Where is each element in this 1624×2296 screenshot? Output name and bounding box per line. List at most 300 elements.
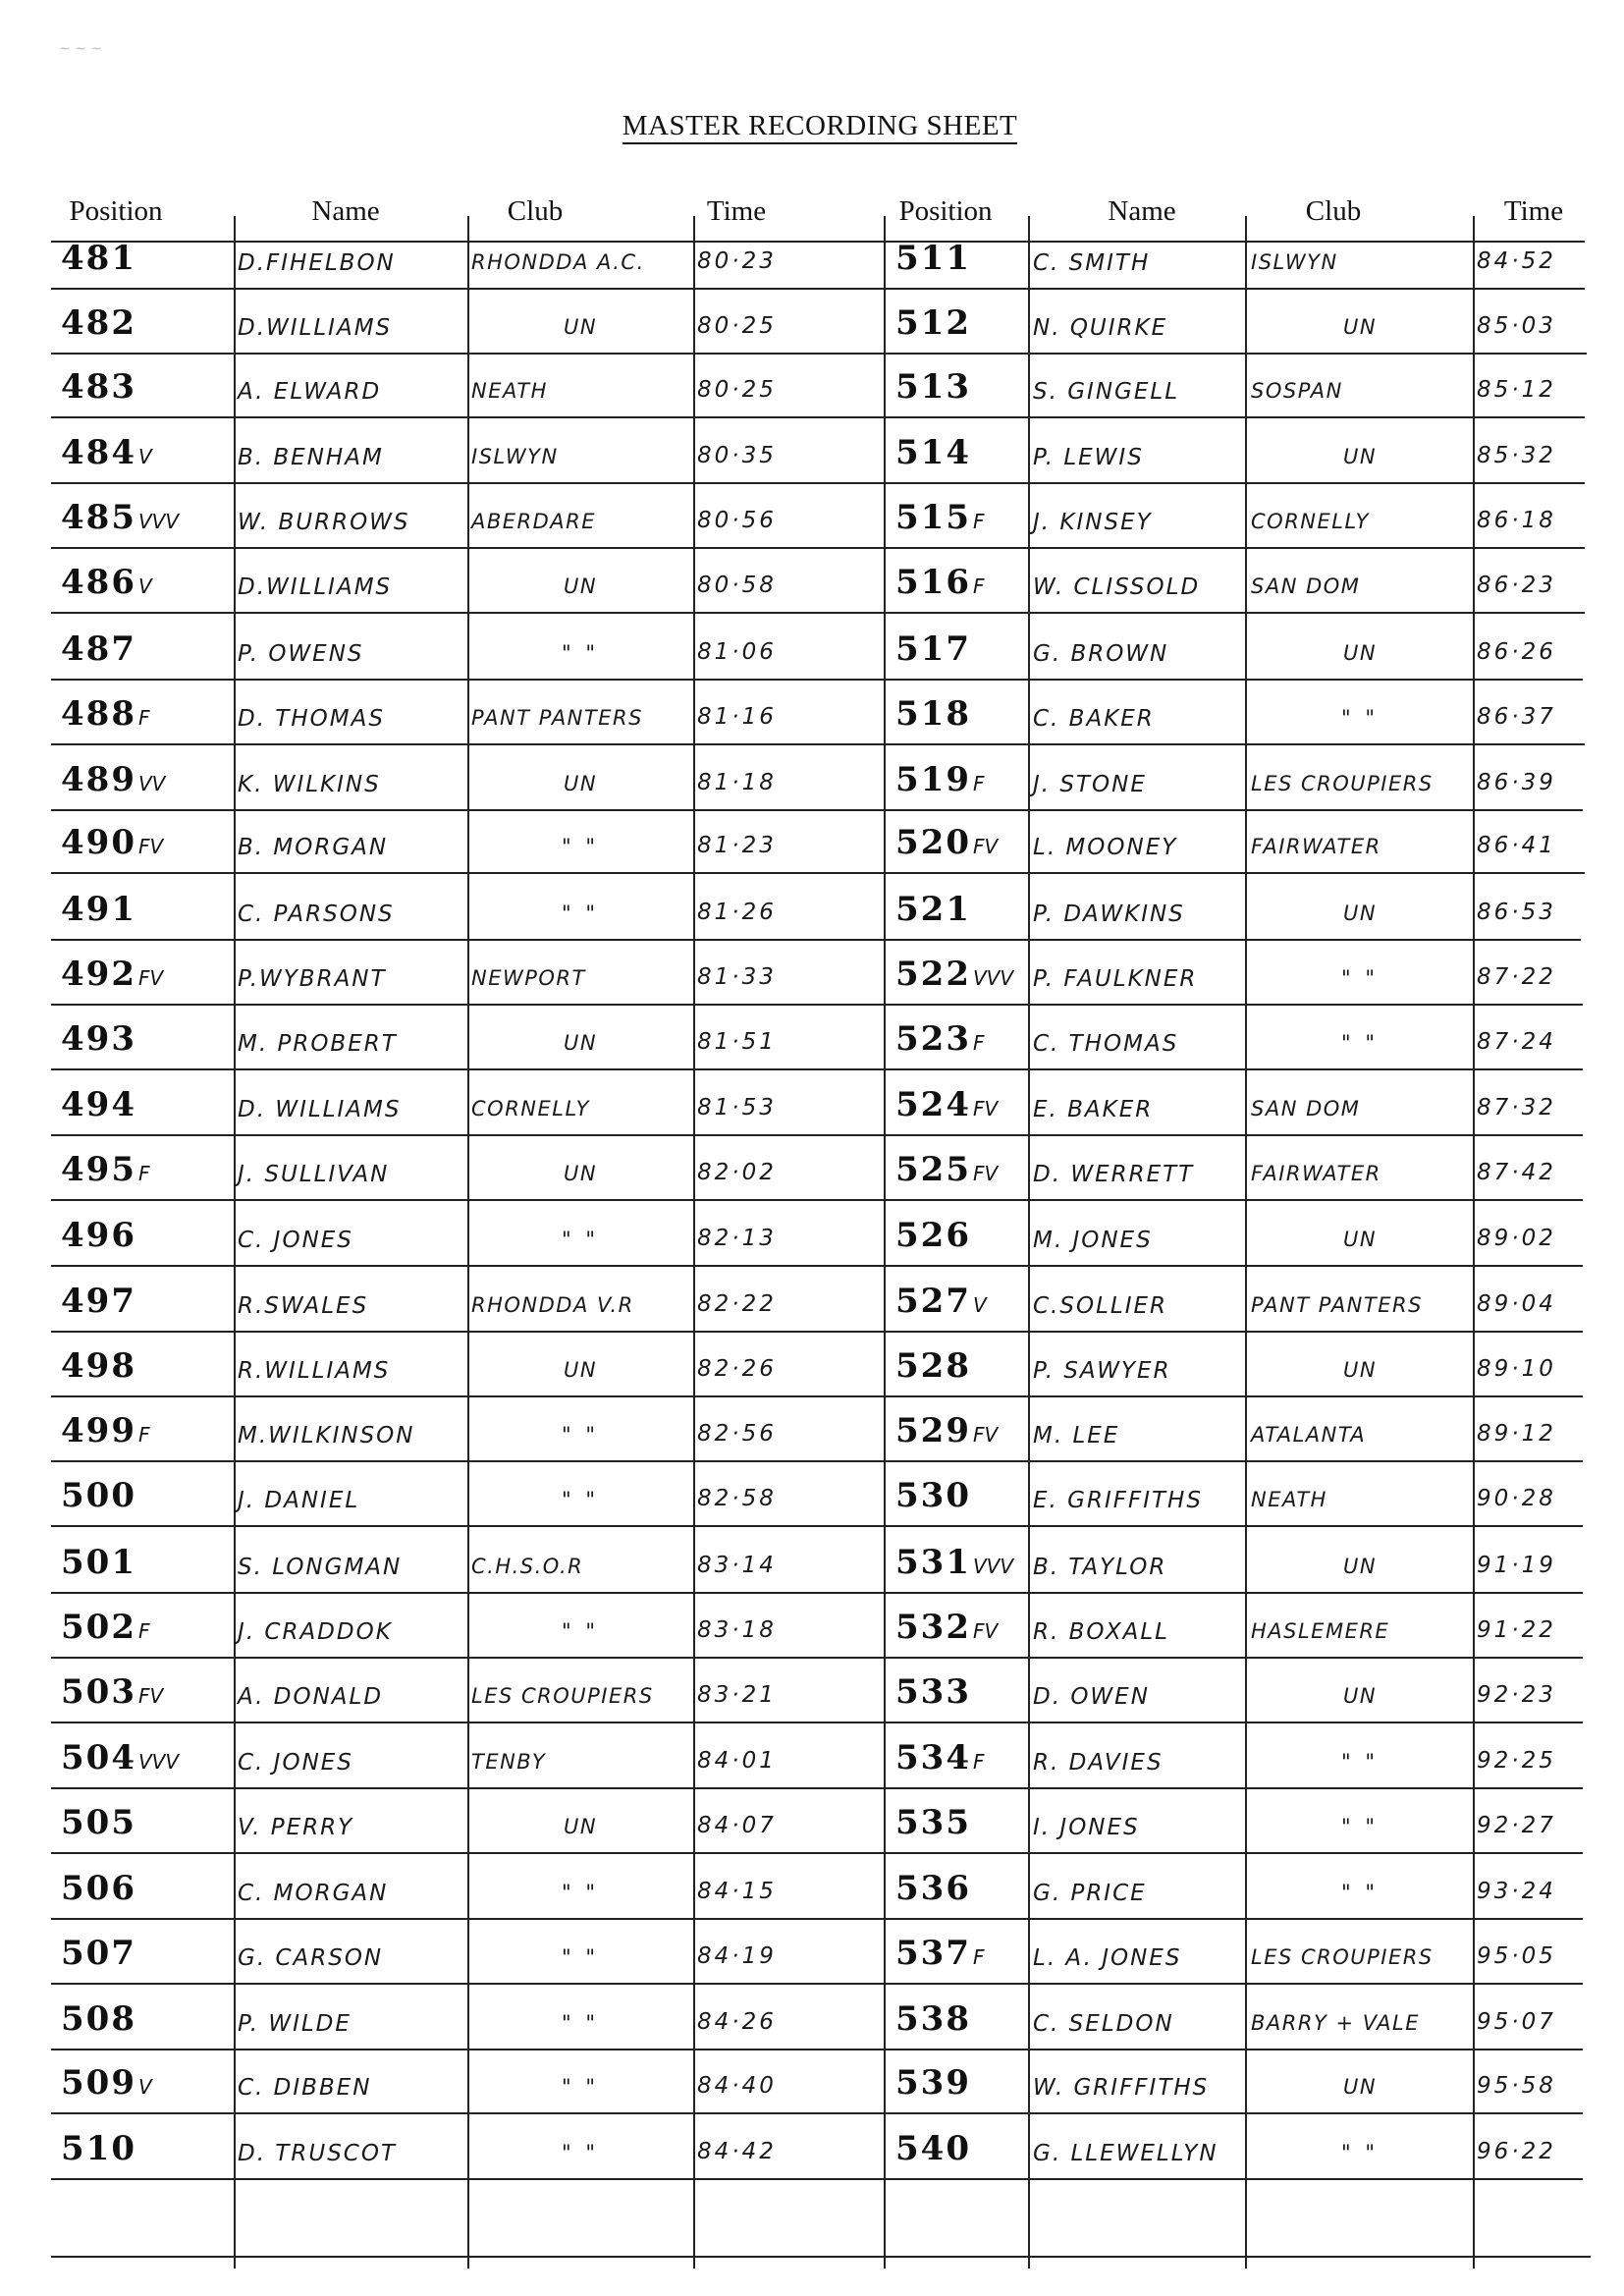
position-number: 509 (61, 2063, 136, 2103)
page-title: MASTER RECORDING SHEET (0, 110, 1624, 142)
runner-name: B. TAYLOR (1033, 1555, 1167, 1580)
category-flag: FV (972, 835, 999, 858)
position-number: 492 (61, 955, 136, 994)
club-name: " " (562, 2011, 599, 2035)
club-name: " " (562, 2075, 599, 2099)
finish-time: 81·16 (697, 704, 777, 730)
row-divider (51, 1787, 1583, 1789)
runner-name: N. QUIRKE (1033, 315, 1168, 341)
position-number: 497 (61, 1282, 136, 1321)
position-cell (895, 2063, 973, 2103)
column-divider (1473, 216, 1475, 2269)
club-name: UN (1342, 641, 1378, 665)
row-divider (51, 612, 1585, 614)
finish-time: 82·22 (697, 1291, 777, 1317)
finish-time: 92·23 (1477, 1682, 1556, 1708)
position-cell (61, 1934, 138, 1973)
category-flag: F (137, 1162, 150, 1185)
club-name: UN (1342, 902, 1378, 925)
category-flag: F (137, 1423, 150, 1447)
club-name: " " (1341, 2141, 1379, 2164)
runner-name: J. STONE (1033, 772, 1147, 797)
club-name: RHONDDA V.R (471, 1293, 634, 1317)
runner-name: R.WILLIAMS (238, 1358, 391, 1384)
finish-time: 89·12 (1477, 1421, 1556, 1447)
runner-name: D. WERRETT (1033, 1162, 1195, 1187)
row-divider (51, 1525, 1583, 1527)
finish-time: 95·58 (1477, 2073, 1556, 2099)
finish-time: 84·15 (697, 1879, 777, 1904)
position-cell (61, 1543, 138, 1582)
runner-name: V. PERRY (238, 1815, 354, 1840)
header-position-right: Position (898, 195, 993, 227)
position-number: 485 (61, 498, 136, 537)
category-flag: FV (972, 1162, 999, 1185)
finish-time: 85·03 (1477, 313, 1556, 339)
club-name: NEATH (471, 379, 548, 403)
finish-time: 85·32 (1477, 443, 1556, 468)
position-number: 503 (61, 1672, 136, 1712)
club-name: UN (563, 1162, 598, 1185)
runner-name: G. CARSON (238, 1945, 384, 1971)
club-name: LES CROUPIERS (471, 1684, 654, 1708)
runner-name: D. WILLIAMS (238, 1097, 402, 1122)
runner-name: A. DONALD (238, 1684, 384, 1710)
position-number: 514 (895, 433, 971, 472)
row-divider (51, 416, 1585, 418)
finish-time: 93·24 (1477, 1879, 1556, 1904)
club-name: " " (1341, 1750, 1379, 1774)
club-name: UN (1342, 1684, 1378, 1708)
finish-time: 87·32 (1477, 1095, 1556, 1121)
finish-time: 95·05 (1477, 1943, 1556, 1969)
finish-time: 86·37 (1477, 704, 1556, 730)
category-flag: V (137, 445, 152, 468)
club-name: " " (1341, 1881, 1379, 1904)
position-number: 528 (895, 1346, 971, 1386)
runner-name: B. MORGAN (238, 835, 389, 860)
position-cell (61, 694, 150, 734)
position-cell (61, 1672, 163, 1712)
runner-name: G. LLEWELLYN (1033, 2141, 1218, 2166)
runner-name: C. JONES (238, 1750, 353, 1776)
row-divider (51, 679, 1583, 681)
header-name-right: Name (1108, 195, 1176, 227)
club-name: TENBY (471, 1750, 547, 1774)
category-flag: FV (972, 1619, 999, 1643)
club-name: FAIRWATER (1251, 1162, 1381, 1185)
finish-time: 81·26 (697, 900, 777, 925)
finish-time: 86·26 (1477, 639, 1556, 665)
finish-time: 89·02 (1477, 1226, 1556, 1251)
runner-name: R. DAVIES (1033, 1750, 1164, 1776)
finish-time: 84·42 (697, 2139, 777, 2164)
position-number: 483 (61, 367, 136, 407)
runner-name: W. BURROWS (238, 510, 410, 535)
finish-time: 83·21 (697, 1682, 777, 1708)
runner-name: G. PRICE (1033, 1881, 1147, 1906)
finish-time: 82·56 (697, 1421, 777, 1447)
club-name: UN (1342, 2075, 1378, 2099)
club-name: " " (562, 1619, 599, 1643)
club-name: NEATH (1251, 1488, 1327, 1511)
finish-time: 83·14 (697, 1553, 777, 1578)
position-number: 539 (895, 2063, 971, 2103)
finish-time: 87·24 (1477, 1029, 1556, 1055)
club-name: UN (1342, 1358, 1378, 1382)
club-name: UN (1342, 445, 1378, 468)
club-name: HASLEMERE (1251, 1619, 1390, 1643)
position-cell (895, 239, 973, 278)
position-cell (895, 629, 973, 669)
club-name: BARRY + VALE (1251, 2011, 1421, 2035)
position-cell (895, 694, 973, 734)
category-flag: FV (137, 966, 164, 990)
row-divider (51, 1592, 1583, 1594)
club-name: UN (563, 1031, 598, 1055)
runner-name: W. CLISSOLD (1033, 574, 1201, 600)
runner-name: C. SMITH (1033, 250, 1151, 276)
finish-time: 81·53 (697, 1095, 777, 1121)
runner-name: M. LEE (1033, 1423, 1120, 1449)
category-flag: FV (137, 835, 164, 858)
position-number: 529 (895, 1411, 971, 1450)
club-name: SAN DOM (1251, 574, 1361, 598)
finish-time: 84·01 (697, 1748, 777, 1774)
position-cell (61, 890, 138, 929)
row-divider (51, 743, 1585, 745)
position-number: 491 (61, 890, 136, 929)
club-name: " " (1341, 706, 1379, 730)
club-name: FAIRWATER (1251, 835, 1381, 858)
position-cell (895, 1999, 973, 2039)
runner-name: M.WILKINSON (238, 1423, 415, 1449)
club-name: C.H.S.O.R (471, 1555, 584, 1578)
runner-name: G. BROWN (1033, 641, 1169, 667)
position-number: 505 (61, 1803, 136, 1842)
runner-name: C. DIBBEN (238, 2075, 372, 2101)
runner-name: C. JONES (238, 1228, 353, 1253)
position-number: 504 (61, 1738, 136, 1777)
finish-time: 86·41 (1477, 833, 1556, 858)
club-name: ATALANTA (1251, 1423, 1367, 1447)
club-name: " " (1341, 1031, 1379, 1055)
club-name: RHONDDA A.C. (471, 250, 645, 274)
finish-time: 92·27 (1477, 1813, 1556, 1838)
header-club-right: Club (1305, 195, 1362, 227)
position-cell (61, 1346, 138, 1386)
position-cell (895, 1934, 985, 1973)
position-cell (61, 1476, 138, 1515)
category-flag: VVV (137, 510, 180, 533)
category-flag: V (137, 574, 152, 598)
runner-name: P. WILDE (238, 2011, 352, 2037)
category-flag: F (137, 1619, 150, 1643)
position-cell (61, 1738, 179, 1777)
row-divider (51, 241, 1585, 243)
position-number: 496 (61, 1216, 136, 1255)
club-name: UN (563, 1358, 598, 1382)
finish-time: 86·53 (1477, 900, 1556, 925)
position-cell (61, 433, 152, 472)
position-number: 501 (61, 1543, 136, 1582)
position-number: 526 (895, 1216, 971, 1255)
row-divider (51, 1722, 1583, 1723)
row-divider (51, 1460, 1583, 1462)
club-name: CORNELLY (471, 1097, 590, 1121)
runner-name: D. OWEN (1033, 1684, 1150, 1710)
position-number: 499 (61, 1411, 136, 1450)
position-cell (61, 1608, 150, 1647)
runner-name: M. JONES (1033, 1228, 1153, 1253)
category-flag: F (972, 510, 985, 533)
position-cell (895, 823, 998, 862)
category-flag: VV (137, 772, 166, 795)
finish-time: 91·22 (1477, 1617, 1556, 1643)
finish-time: 81·51 (697, 1029, 777, 1055)
category-flag: V (972, 1293, 987, 1317)
position-number: 527 (895, 1282, 971, 1321)
finish-time: 84·26 (697, 2009, 777, 2035)
category-flag: F (972, 1031, 985, 1055)
finish-time: 80·23 (697, 248, 777, 274)
runner-name: S. GINGELL (1033, 379, 1180, 405)
runner-name: L. MOONEY (1033, 835, 1178, 860)
category-flag: VVV (137, 1750, 180, 1774)
row-divider (51, 1004, 1583, 1006)
position-number: 513 (895, 367, 971, 407)
position-cell (895, 1411, 998, 1450)
club-name: " " (562, 902, 599, 925)
position-number: 500 (61, 1476, 136, 1515)
club-name: " " (562, 1488, 599, 1511)
position-cell (61, 563, 152, 602)
runner-name: P.WYBRANT (238, 966, 387, 992)
runner-name: P. LEWIS (1033, 445, 1144, 470)
position-number: 537 (895, 1934, 971, 1973)
row-divider (51, 939, 1581, 941)
finish-time: 83·18 (697, 1617, 777, 1643)
runner-name: J. SULLIVAN (238, 1162, 390, 1187)
position-cell (895, 1216, 973, 1255)
finish-time: 80·35 (697, 443, 777, 468)
finish-time: 87·42 (1477, 1160, 1556, 1185)
club-name: UN (563, 574, 598, 598)
finish-time: 90·28 (1477, 1486, 1556, 1511)
row-divider (51, 1068, 1583, 1070)
position-number: 540 (895, 2129, 971, 2168)
position-cell (895, 1085, 998, 1124)
row-divider (51, 1395, 1583, 1397)
runner-name: E. GRIFFITHS (1033, 1488, 1203, 1513)
column-divider (693, 216, 695, 2269)
corner-scribble: ~ ~ ~ (59, 41, 103, 57)
finish-time: 86·18 (1477, 508, 1556, 533)
finish-time: 82·58 (697, 1486, 777, 1511)
runner-name: D. TRUSCOT (238, 2141, 398, 2166)
finish-time: 80·58 (697, 573, 777, 598)
finish-time: 95·07 (1477, 2009, 1556, 2035)
club-name: SOSPAN (1251, 379, 1343, 403)
club-name: UN (1342, 1228, 1378, 1251)
club-name: CORNELLY (1251, 510, 1370, 533)
finish-time: 91·19 (1477, 1553, 1556, 1578)
position-cell (61, 1803, 138, 1842)
position-cell (61, 1411, 150, 1450)
position-cell (895, 1346, 973, 1386)
club-name: ISLWYN (1251, 250, 1338, 274)
club-name: LES CROUPIERS (1251, 772, 1434, 795)
position-cell (61, 1216, 138, 1255)
runner-name: A. ELWARD (238, 379, 382, 405)
row-divider (51, 2256, 1591, 2258)
position-number: 522 (895, 955, 971, 994)
row-divider (51, 872, 1585, 874)
position-cell (895, 1738, 985, 1777)
column-divider (884, 216, 886, 2269)
position-cell (895, 1803, 973, 1842)
runner-name: D.FIHELBON (238, 250, 396, 276)
finish-time: 84·40 (697, 2073, 777, 2099)
finish-time: 84·19 (697, 1943, 777, 1969)
category-flag: F (972, 574, 985, 598)
position-number: 517 (895, 629, 971, 669)
runner-name: P. DAWKINS (1033, 902, 1185, 927)
row-divider (51, 1265, 1583, 1267)
position-number: 525 (895, 1150, 971, 1189)
category-flag: VVV (972, 1555, 1014, 1578)
club-name: SAN DOM (1251, 1097, 1361, 1121)
position-number: 538 (895, 1999, 971, 2039)
row-divider (51, 1983, 1583, 1985)
finish-time: 82·13 (697, 1226, 777, 1251)
position-cell (61, 760, 165, 799)
category-flag: FV (972, 1097, 999, 1121)
header-name-left: Name (311, 195, 380, 227)
position-cell (895, 890, 973, 929)
position-cell (895, 433, 973, 472)
position-cell (895, 1019, 985, 1059)
position-number: 486 (61, 563, 136, 602)
position-cell (895, 303, 973, 343)
category-flag: FV (972, 1423, 999, 1447)
position-number: 481 (61, 239, 136, 278)
club-name: PANT PANTERS (1251, 1293, 1423, 1317)
club-name: " " (562, 1228, 599, 1251)
club-name: UN (563, 772, 598, 795)
club-name: ABERDARE (471, 510, 597, 533)
club-name: NEWPORT (471, 966, 586, 990)
position-number: 531 (895, 1543, 971, 1582)
position-number: 490 (61, 823, 136, 862)
position-number: 521 (895, 890, 971, 929)
position-number: 498 (61, 1346, 136, 1386)
header-time-right: Time (1503, 195, 1564, 227)
finish-time: 81·23 (697, 833, 777, 858)
position-cell (895, 498, 985, 537)
finish-time: 87·22 (1477, 964, 1556, 990)
runner-name: E. BAKER (1033, 1097, 1154, 1122)
row-divider (51, 547, 1585, 549)
position-cell (61, 2063, 152, 2103)
club-name: " " (562, 1945, 599, 1969)
position-cell (895, 1608, 998, 1647)
header-time-left: Time (706, 195, 767, 227)
row-divider (51, 1852, 1583, 1854)
position-number: 519 (895, 760, 971, 799)
runner-name: C.SOLLIER (1033, 1293, 1167, 1319)
position-cell (895, 1672, 973, 1712)
finish-time: 81·33 (697, 964, 777, 990)
row-divider (51, 288, 1585, 290)
position-cell (895, 1869, 973, 1908)
row-divider (51, 1918, 1583, 1920)
row-divider (51, 482, 1585, 484)
position-number: 508 (61, 1999, 136, 2039)
position-cell (895, 955, 1013, 994)
category-flag: F (137, 706, 150, 730)
finish-time: 86·23 (1477, 573, 1556, 598)
runner-name: D. THOMAS (238, 706, 385, 732)
column-divider (234, 216, 236, 2269)
position-number: 536 (895, 1869, 971, 1908)
finish-time: 81·18 (697, 770, 777, 795)
position-cell (895, 1543, 1013, 1582)
runner-name: R. BOXALL (1033, 1619, 1169, 1645)
club-name: UN (1342, 1555, 1378, 1578)
runner-name: R.SWALES (238, 1293, 369, 1319)
category-flag: F (972, 772, 985, 795)
position-cell (61, 498, 179, 537)
club-name: " " (562, 2141, 599, 2164)
position-number: 482 (61, 303, 136, 343)
position-cell (895, 1282, 987, 1321)
runner-name: I. JONES (1033, 1815, 1140, 1840)
club-name: " " (562, 835, 599, 858)
row-divider (51, 2178, 1583, 2180)
position-number: 520 (895, 823, 971, 862)
position-number: 515 (895, 498, 971, 537)
runner-name: K. WILKINS (238, 772, 381, 797)
row-divider (51, 2112, 1583, 2114)
position-number: 524 (895, 1085, 971, 1124)
position-cell (895, 2129, 973, 2168)
position-number: 530 (895, 1476, 971, 1515)
runner-name: M. PROBERT (238, 1031, 398, 1057)
position-number: 535 (895, 1803, 971, 1842)
finish-time: 80·56 (697, 508, 777, 533)
runner-name: C. PARSONS (238, 902, 395, 927)
runner-name: W. GRIFFITHS (1033, 2075, 1210, 2101)
position-number: 533 (895, 1672, 971, 1712)
runner-name: P. OWENS (238, 641, 364, 667)
position-number: 489 (61, 760, 136, 799)
position-cell (895, 367, 973, 407)
club-name: " " (1341, 1815, 1379, 1838)
runner-name: D.WILLIAMS (238, 574, 393, 600)
row-divider (51, 809, 1583, 811)
position-number: 510 (61, 2129, 136, 2168)
category-flag: F (972, 1750, 985, 1774)
position-number: 495 (61, 1150, 136, 1189)
position-number: 493 (61, 1019, 136, 1059)
position-number: 507 (61, 1934, 136, 1973)
row-divider (51, 2049, 1583, 2050)
position-number: 534 (895, 1738, 971, 1777)
row-divider (51, 1199, 1583, 1201)
category-flag: V (137, 2075, 152, 2099)
position-cell (61, 823, 163, 862)
